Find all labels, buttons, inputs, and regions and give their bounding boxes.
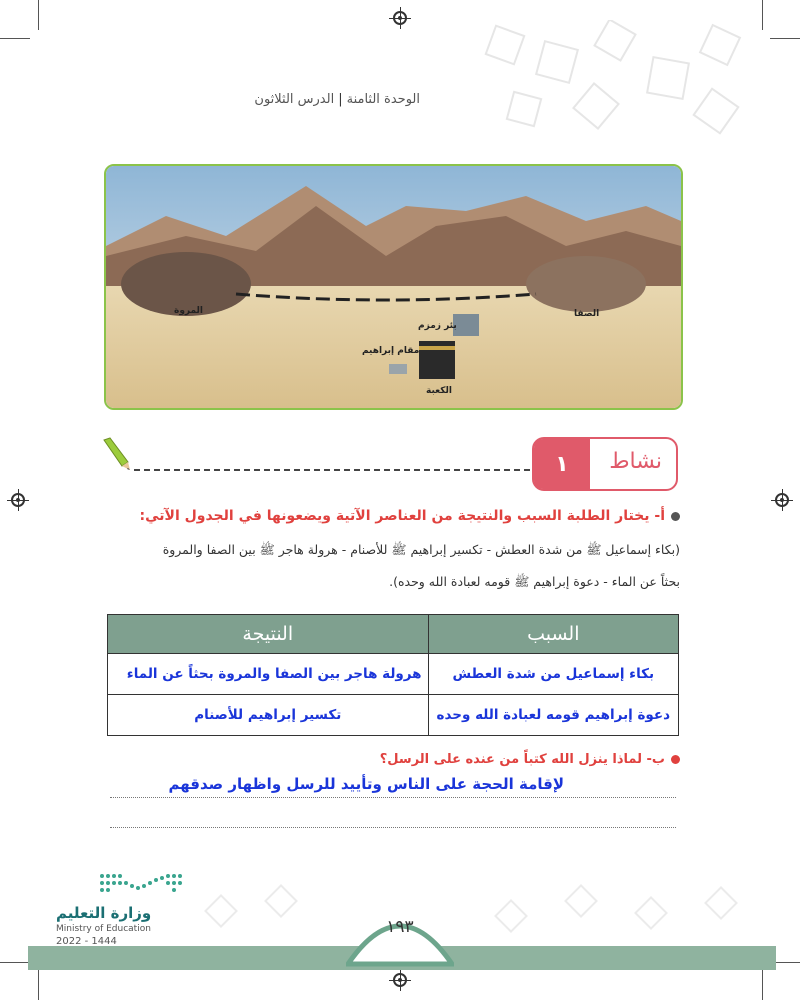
- landscape-image: [106, 166, 681, 408]
- cause-cell: دعوة إبراهيم قومه لعبادة الله وحده: [428, 695, 678, 736]
- pencil-icon: [100, 436, 132, 472]
- crop-mark: [762, 970, 763, 1000]
- page-number: ١٩٣: [386, 917, 414, 937]
- result-cell: هرولة هاجر بين الصفا والمروة بحثاً عن الماء: [108, 654, 429, 695]
- header-separator: |: [338, 92, 343, 107]
- crop-mark: [38, 970, 39, 1000]
- bullet-icon: [671, 512, 680, 521]
- question-a-line-2: بحثاً عن الماء - دعوة إبراهيم ﷺ قومه لعبادة الله وحده).: [389, 574, 680, 589]
- answer-line: [110, 827, 676, 828]
- registration-mark-icon: [775, 493, 789, 507]
- header-cause: السبب: [428, 615, 678, 654]
- unit-lesson-header: [254, 92, 420, 107]
- question-b-text: ب- لماذا ينزل الله كتباً من عنده على الرسل؟: [379, 752, 665, 767]
- table-row: [108, 654, 679, 695]
- bullet-icon: [671, 755, 680, 764]
- activity-word: نشاط: [609, 449, 662, 474]
- answer-line: [110, 797, 676, 798]
- ministry-name-arabic: وزارة التعليم: [56, 904, 152, 922]
- crop-mark: [770, 38, 800, 39]
- page-number-tab: [346, 902, 454, 972]
- activity-badge: [532, 437, 678, 491]
- result-cell: تكسير إبراهيم للأصنام: [108, 695, 429, 736]
- answer-text: لإقامة الحجة على الناس وتأييد للرسل واظهار صدقهم: [168, 775, 564, 793]
- ministry-name-english: Ministry of Education: [56, 924, 151, 934]
- label-maqam: مقام إبراهيم: [362, 346, 420, 356]
- registration-mark-icon: [11, 493, 25, 507]
- question-b-title: [380, 752, 680, 767]
- lesson-title: الدرس الثلاثون: [254, 92, 335, 107]
- label-kaaba: الكعبة: [426, 386, 452, 396]
- edition-year: 2022 - 1444: [56, 936, 117, 947]
- registration-mark-icon: [393, 973, 407, 987]
- ministry-logo-icon: [96, 868, 186, 898]
- question-a-title: [140, 508, 681, 524]
- registration-mark-icon: [393, 11, 407, 25]
- activity-number: ١: [534, 439, 590, 489]
- table-row: [108, 695, 679, 736]
- decorative-pattern: [470, 20, 770, 150]
- cause-result-table: [107, 614, 679, 736]
- question-a-text: أ- يختار الطلبة السبب والنتيجة من العناصر الآتية ويضعونها في الجدول الآتي:: [139, 508, 665, 524]
- cause-cell: بكاء إسماعيل من شدة العطش: [428, 654, 678, 695]
- label-zamzam: بئر زمزم: [418, 321, 457, 331]
- header-result: النتيجة: [108, 615, 429, 654]
- question-a-line-1: (بكاء إسماعيل ﷺ من شدة العطش - تكسير إبراهيم ﷺ للأصنام - هرولة هاجر ﷺ بين الصفا والمروة: [162, 542, 680, 557]
- label-marwa: المروة: [174, 306, 204, 316]
- decorative-pattern: [180, 880, 760, 946]
- makkah-illustration: [104, 164, 683, 410]
- crop-mark: [38, 0, 39, 30]
- crop-mark: [0, 38, 30, 39]
- label-safa: الصفا: [574, 309, 600, 319]
- unit-title: الوحدة الثامنة: [346, 92, 420, 107]
- crop-mark: [0, 962, 30, 963]
- activity-dash-line: [134, 469, 530, 471]
